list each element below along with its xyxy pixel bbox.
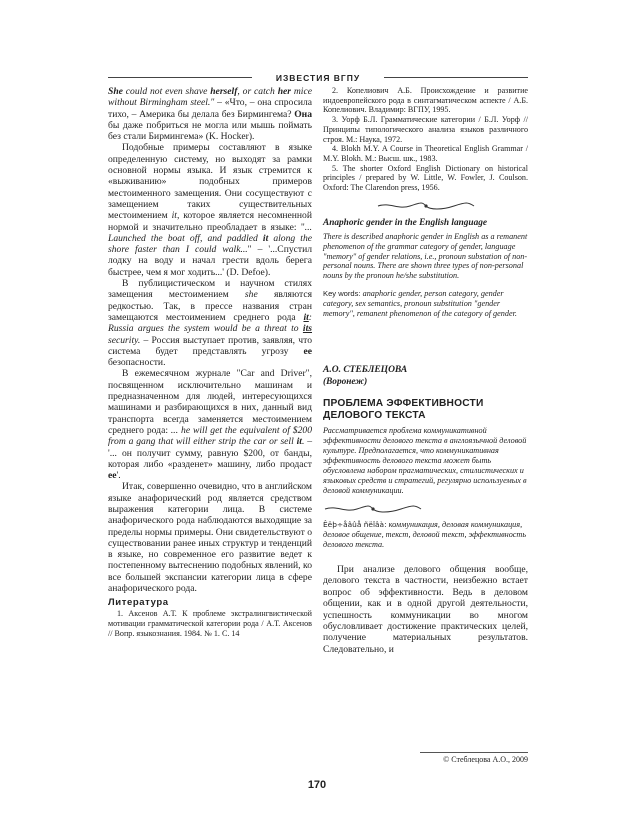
page-number: 170 bbox=[307, 779, 327, 791]
right-column bbox=[323, 86, 528, 655]
left-column bbox=[108, 86, 312, 638]
english-keywords: Key words: anaphoric gender, person category, gender category, sex semantics, pronoun substitution "gender memory", remanent phenomenon of the category of gender. bbox=[323, 289, 517, 319]
english-section-title: Anaphoric gender in the English language bbox=[323, 217, 488, 228]
reference-item: 5. The shorter Oxford English Dictionary on historical principles / prepared by W. Little, W. Fowler, J. Coulson. Oxford: The Clarendon press, 1956. bbox=[323, 163, 528, 193]
reference-item: 4. Blokh M.Y. A Course in Theoretical English Grammar / M.Y. Blokh. М.: Высш. шк., 1983. bbox=[323, 144, 528, 163]
ornament-divider-icon bbox=[376, 201, 476, 211]
copyright-notice: © Стеблецова А.О., 2009 bbox=[443, 755, 528, 764]
paragraph-conclusion: Итак, совершенно очевидно, что в английском языке анафорический род является средством выражения категории лица. В системе анафорического рода наблюдаются выходящие за пределы нормы примеры. Они свидетельствуют о существовании ранее иных структур и тенденций в языке, но современное его развитие ведет к постепенному вытеснению подобных явлений, ко все большей экспансии категории лица в сфере анафорического рода. bbox=[108, 481, 312, 595]
english-abstract: There is described anaphoric gender in English as a remanent phenomenon of the grammar category of gender, language "memory" of gender relations, i.e., pronoun substation of non-personal nouns. There are shown three types of non-personal nouns by the pronoun he/she substitution. bbox=[323, 231, 528, 281]
reference-list-right bbox=[323, 86, 528, 193]
paragraph-she-example: She could not even shave herself, or catch her mice without Birmingham steel." – «Что, – она спросила тихо, – Америка бы делала без Бирмингема? Она бы даже побриться не могла или мышь поймать без стали Бирмингема» (K. Hocker). bbox=[108, 86, 313, 143]
reference-item: 1. Аксенов А.Т. К проблеме экстралингвистической мотивации грамматической категории рода / А.Т. Аксенов // Вопр. языкознания. 1984. № 1. С. 14 bbox=[108, 609, 312, 638]
paragraph-publicistic: В публицистическом и научном стилях замещения местоимением she являются редкостью. Так, в прессе названия стран замещаются местоимением среднего рода it: Russia argues the system would be a threat to its security. – Россия выступает против, заявляя, что система будет представлять угрозу ее безопасности. bbox=[108, 278, 312, 369]
header-rule-left bbox=[108, 77, 252, 78]
journal-title: ИЗВЕСТИЯ ВГПУ bbox=[275, 73, 361, 83]
paragraph-system: Подобные примеры составляют в языке определенную систему, но выходят за рамки основной нормы языка. И язык стремится к «выживанию» подобных примеров местоименного замещения. Они сосуществуют с замещением таких существительных местоимением it, которое является несомненной нормой и значительно преобладает в языке: "... Launched the boat off, and paddled it along the shore faster than I could walk..." – '...Спустил лодку на воду и начал грести вдоль берега быстрее, чем я мог ходить...' (D. Defoe). bbox=[108, 142, 312, 278]
reference-list-left bbox=[108, 609, 312, 638]
author-name: А.О. СТЕБЛЕЦОВА bbox=[323, 364, 408, 375]
article-body: При анализе делового общения вообще, делового текста в частности, неизбежно встает вопрос об эффективности. Ведь в деловом общении, как и в одной другой деятельности, успешность коммуникации во многом обусловливает достижение практических целей, получение материальных результатов. Следовательно, и bbox=[323, 563, 528, 655]
russian-abstract: Рассматривается проблема коммуникативной эффективности делового текста в англоязычной деловой культуре. Предполагается, что коммуникативная эффективность делового текста может быть обусловлена набором прагматических, стилистических и языковых средств и стратегий, регулярно используемых в деловой коммуникации. bbox=[323, 425, 527, 495]
footer-rule bbox=[420, 752, 528, 753]
reference-item: 2. Копелиович А.Б. Происхождение и развитие индоевропейского рода в синтагматическом аспекте / А.Б. Копелиович. Владимир: ВГПУ, 1995. bbox=[323, 86, 528, 115]
reference-item: 3. Уорф Б.Л. Грамматические категории / Б.Л. Уорф // Принципы типологического анализа языков различного строя. М.: Наука, 1972. bbox=[323, 115, 528, 144]
article-title: ПРОБЛЕМА ЭФФЕКТИВНОСТИ ДЕЛОВОГО ТЕКСТА bbox=[323, 397, 484, 421]
journal-header bbox=[108, 72, 528, 84]
ornament-divider-icon bbox=[323, 504, 423, 514]
literature-heading: Литература bbox=[108, 597, 169, 609]
keywords-label: Êëþ÷åâûå ñëîâà: bbox=[323, 519, 387, 529]
russian-keywords: Êëþ÷åâûå ñëîâà: коммуникация, деловая коммуникация, деловое общение, текст, деловой текст, эффективность делового текста. bbox=[323, 519, 527, 549]
keywords-label: Key words: bbox=[323, 289, 361, 299]
header-rule-right bbox=[384, 77, 528, 78]
author-affiliation: (Воронеж) bbox=[323, 376, 368, 387]
paragraph-car-and-driver: В ежемесячном журнале "Car and Driver", посвященном исключительно машинам и предназначенном для людей, интересующихся машинами и разбирающихся в них, данный вид транспорта всегда заменяется местоимением среднего рода: ... he will get the equivalent of $200 from a gang that will either strip the car or sell it. – '... он получит сумму, равную $200, от банды, которая либо «разденет» машину, либо продаст ее'. bbox=[108, 368, 312, 482]
